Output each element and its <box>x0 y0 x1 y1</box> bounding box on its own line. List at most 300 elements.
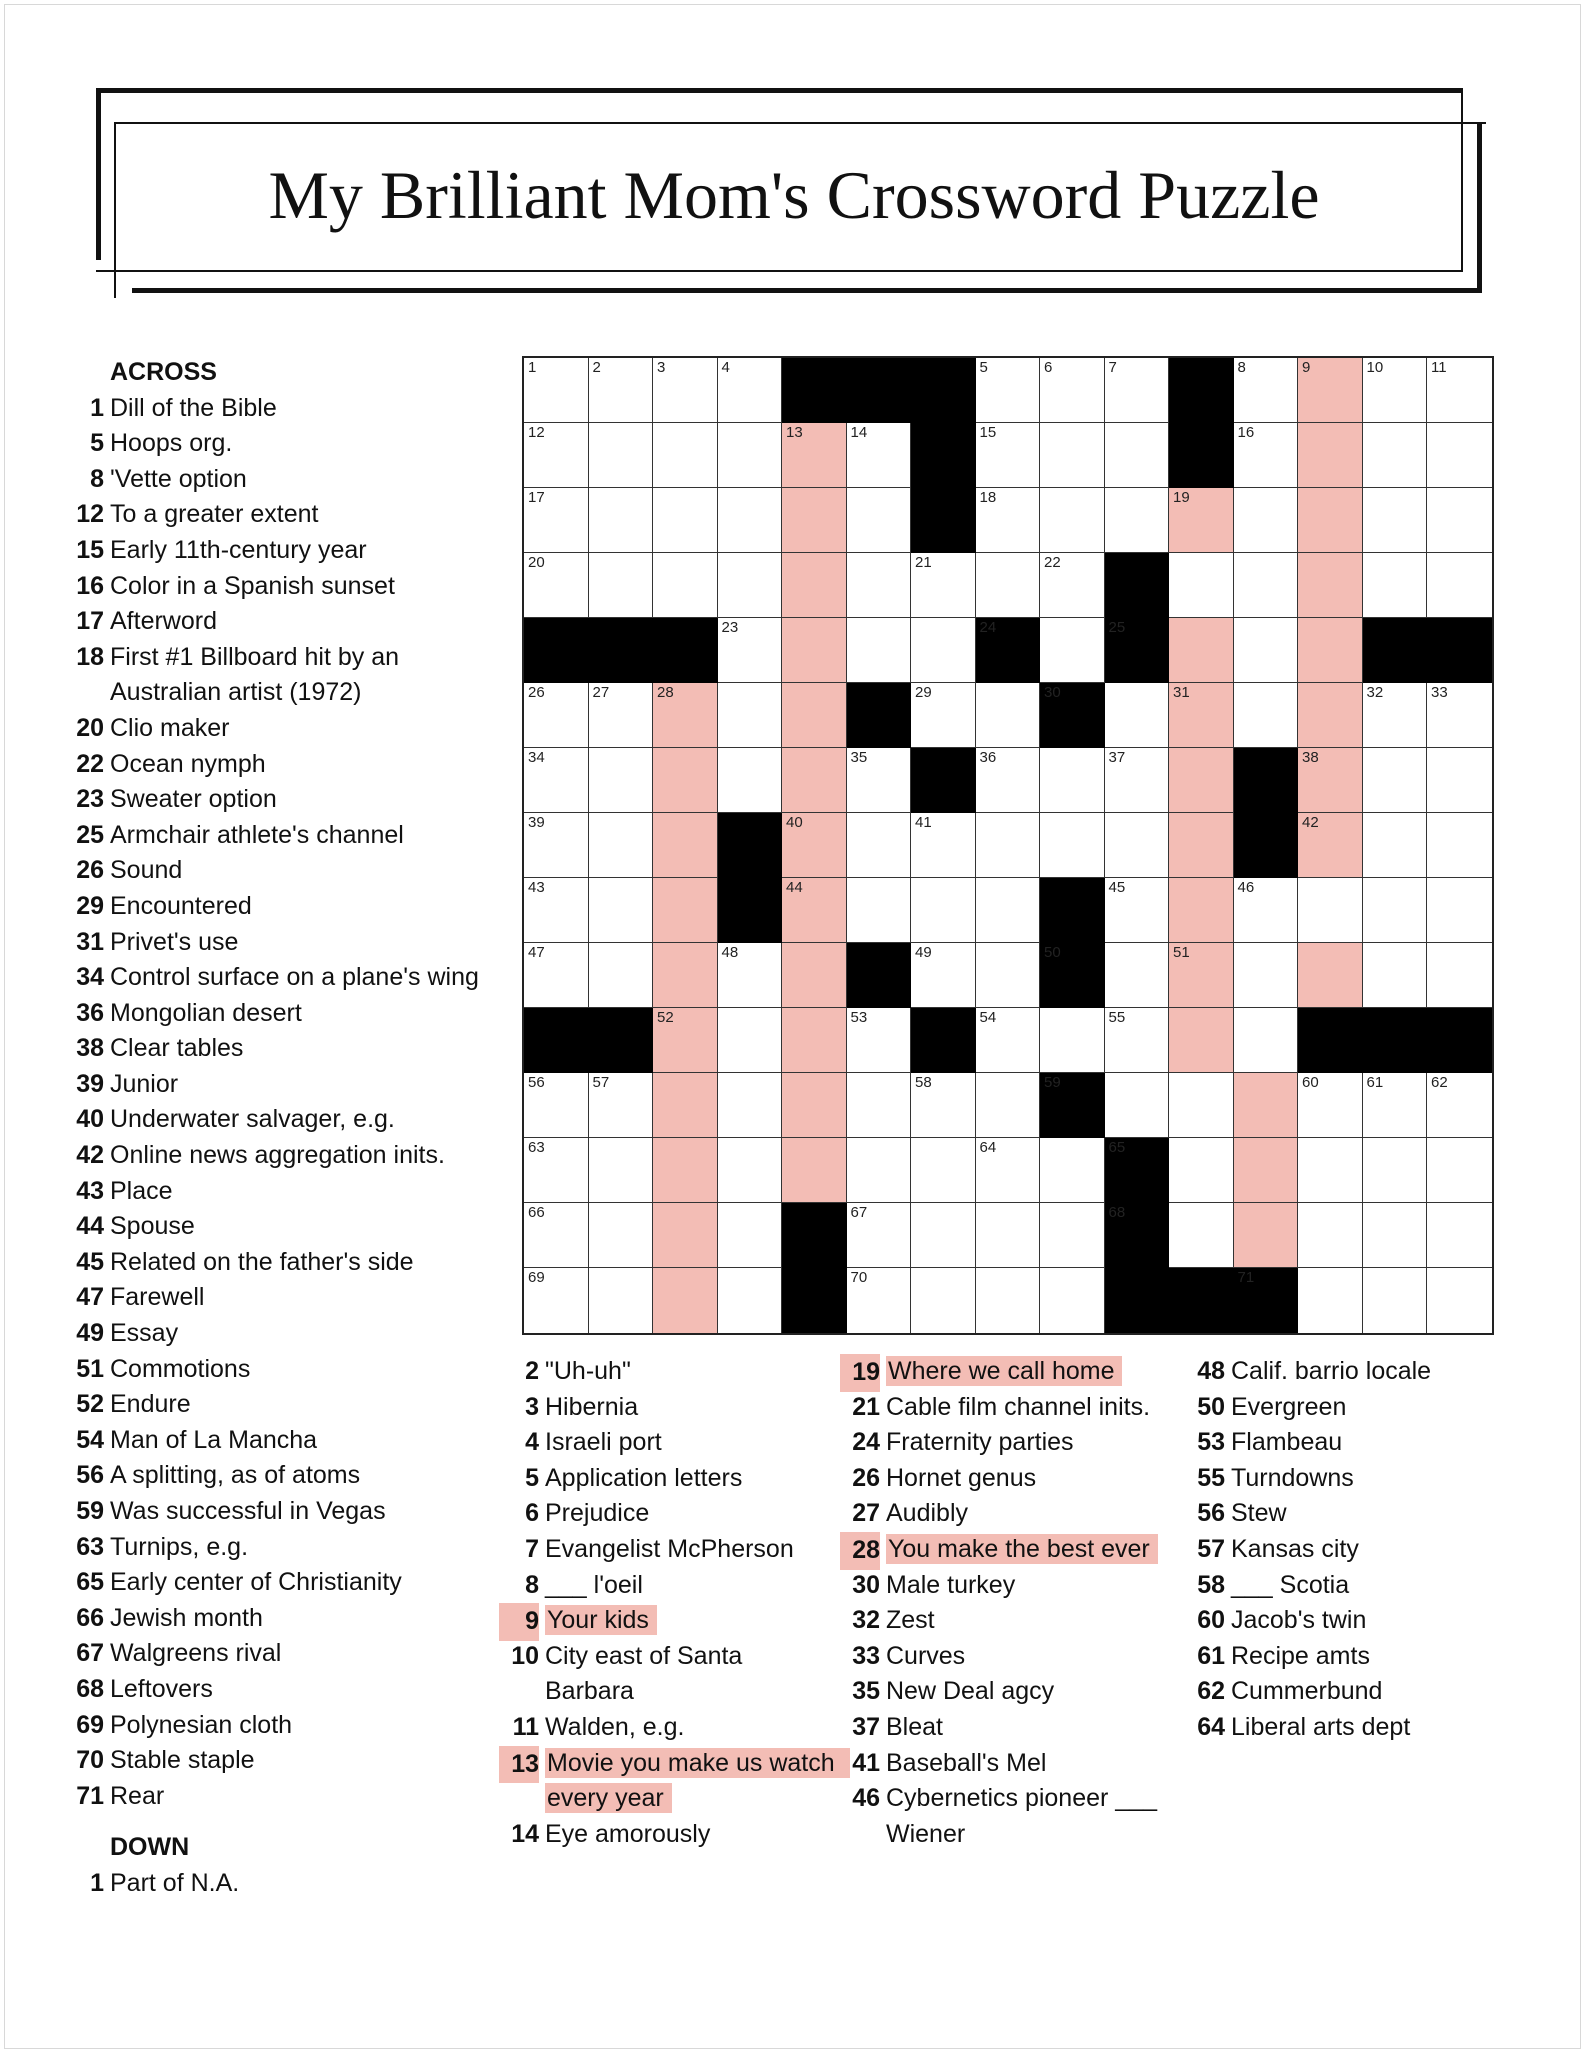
clue-number: 37 <box>852 1712 880 1741</box>
across-clue-49[interactable] <box>70 1316 490 1352</box>
grid-cell[interactable] <box>1427 878 1492 943</box>
down-clue-10[interactable] <box>505 1639 835 1710</box>
across-clue-44[interactable] <box>70 1209 490 1245</box>
grid-cell[interactable] <box>976 488 1041 553</box>
grid-cell[interactable] <box>911 618 976 683</box>
down-clue-9[interactable] <box>505 1603 835 1639</box>
down-clue-26[interactable] <box>846 1461 1176 1497</box>
grid-cell[interactable] <box>718 1073 783 1138</box>
grid-cell-number: 4 <box>721 359 730 376</box>
grid-black-square <box>1234 813 1299 878</box>
grid-cell-highlighted[interactable] <box>653 943 718 1008</box>
grid-cell[interactable] <box>1427 488 1492 553</box>
grid-cell[interactable] <box>1040 748 1105 813</box>
clue-number: 68 <box>76 1674 104 1703</box>
grid-cell[interactable] <box>1105 683 1170 748</box>
grid-cell-highlighted[interactable] <box>1298 748 1363 813</box>
grid-cell[interactable] <box>1234 358 1299 423</box>
down-clue-8[interactable] <box>505 1568 835 1604</box>
grid-cell[interactable] <box>718 488 783 553</box>
grid-cell-number: 19 <box>1173 489 1190 506</box>
grid-cell[interactable] <box>847 1268 912 1333</box>
grid-cell[interactable] <box>524 488 589 553</box>
grid-cell-highlighted[interactable] <box>1169 813 1234 878</box>
grid-cell[interactable] <box>1427 1268 1492 1333</box>
grid-cell[interactable] <box>847 488 912 553</box>
across-clue-16[interactable] <box>70 569 490 605</box>
grid-cell[interactable] <box>1040 618 1105 683</box>
grid-cell[interactable] <box>1040 358 1105 423</box>
grid-cell[interactable] <box>1105 358 1170 423</box>
grid-cell[interactable] <box>976 1138 1041 1203</box>
grid-cell[interactable] <box>589 683 654 748</box>
grid-cell[interactable] <box>1169 1203 1234 1268</box>
grid-cell[interactable] <box>976 358 1041 423</box>
down-clue-58[interactable] <box>1191 1568 1561 1604</box>
grid-cell[interactable] <box>1040 1008 1105 1073</box>
grid-cell[interactable] <box>1234 878 1299 943</box>
grid-cell-number: 58 <box>915 1074 932 1091</box>
grid-cell[interactable] <box>653 488 718 553</box>
down-clue-32[interactable] <box>846 1603 1176 1639</box>
grid-cell-highlighted[interactable] <box>653 1073 718 1138</box>
grid-cell[interactable] <box>718 1268 783 1333</box>
grid-cell[interactable] <box>1363 1073 1428 1138</box>
grid-cell[interactable] <box>976 878 1041 943</box>
grid-cell[interactable] <box>976 943 1041 1008</box>
clue-number: 29 <box>76 891 104 920</box>
grid-cell[interactable] <box>589 553 654 618</box>
grid-black-square <box>1169 423 1234 488</box>
grid-cell-highlighted[interactable] <box>653 1203 718 1268</box>
grid-cell[interactable] <box>1169 1138 1234 1203</box>
grid-cell[interactable] <box>847 618 912 683</box>
grid-cell[interactable] <box>589 423 654 488</box>
across-clue-54[interactable] <box>70 1423 490 1459</box>
down-clue-27[interactable] <box>846 1496 1176 1532</box>
grid-cell[interactable] <box>524 683 589 748</box>
grid-black-square <box>847 358 912 423</box>
grid-cell[interactable] <box>718 553 783 618</box>
across-clue-26[interactable] <box>70 853 490 889</box>
grid-cell-highlighted[interactable] <box>1298 813 1363 878</box>
grid-cell-highlighted[interactable] <box>1234 1138 1299 1203</box>
across-clue-45[interactable] <box>70 1245 490 1281</box>
clue-text: Evergreen <box>1231 1392 1347 1421</box>
grid-cell[interactable] <box>653 553 718 618</box>
across-clue-25[interactable] <box>70 818 490 854</box>
grid-cell[interactable] <box>1040 423 1105 488</box>
grid-cell[interactable] <box>1427 683 1492 748</box>
grid-cell[interactable] <box>1427 943 1492 1008</box>
down-clue-46[interactable] <box>846 1781 1176 1852</box>
grid-cell[interactable] <box>1234 943 1299 1008</box>
grid-cell-highlighted[interactable] <box>1298 423 1363 488</box>
down-clue-60[interactable] <box>1191 1603 1561 1639</box>
grid-cell[interactable] <box>847 553 912 618</box>
grid-cell[interactable] <box>589 1203 654 1268</box>
grid-cell[interactable] <box>1298 1268 1363 1333</box>
clue-text: Sound <box>110 856 183 885</box>
grid-cell-highlighted[interactable] <box>653 1008 718 1073</box>
clue-number: 33 <box>852 1641 880 1670</box>
across-clue-59[interactable] <box>70 1494 490 1530</box>
grid-cell-highlighted[interactable] <box>653 878 718 943</box>
grid-cell[interactable] <box>847 1073 912 1138</box>
grid-cell[interactable] <box>976 1008 1041 1073</box>
grid-cell[interactable] <box>1234 423 1299 488</box>
grid-cell[interactable] <box>911 813 976 878</box>
grid-cell[interactable] <box>1298 1138 1363 1203</box>
across-clue-36[interactable] <box>70 996 490 1032</box>
grid-cell-number: 51 <box>1173 944 1190 961</box>
grid-cell-highlighted[interactable] <box>782 1073 847 1138</box>
grid-cell-highlighted[interactable] <box>782 488 847 553</box>
grid-cell-highlighted[interactable] <box>782 813 847 878</box>
grid-cell[interactable] <box>1363 1138 1428 1203</box>
grid-cell[interactable] <box>1427 748 1492 813</box>
clue-number: 70 <box>76 1746 104 1775</box>
across-clue-1[interactable] <box>70 391 490 427</box>
grid-cell[interactable] <box>847 813 912 878</box>
grid-cell[interactable] <box>911 1073 976 1138</box>
grid-cell[interactable] <box>847 878 912 943</box>
grid-cell[interactable] <box>524 423 589 488</box>
clue-text: Hornet genus <box>886 1463 1037 1492</box>
across-clue-52[interactable] <box>70 1387 490 1423</box>
grid-cell-number: 25 <box>1108 619 1126 636</box>
grid-cell-highlighted[interactable] <box>1234 1203 1299 1268</box>
grid-cell-highlighted[interactable] <box>782 423 847 488</box>
grid-cell-highlighted[interactable] <box>1169 683 1234 748</box>
grid-cell[interactable] <box>718 748 783 813</box>
grid-cell[interactable] <box>524 553 589 618</box>
grid-cell-number: 33 <box>1431 684 1448 701</box>
clue-number: 63 <box>76 1532 104 1561</box>
grid-cell-highlighted[interactable] <box>782 683 847 748</box>
grid-cell[interactable] <box>976 748 1041 813</box>
grid-cell[interactable] <box>524 813 589 878</box>
across-clue-31[interactable] <box>70 925 490 961</box>
grid-cell[interactable] <box>718 618 783 683</box>
grid-cell[interactable] <box>524 1268 589 1333</box>
grid-black-square <box>911 358 976 423</box>
clue-text: Walden, e.g. <box>545 1712 685 1741</box>
grid-cell[interactable] <box>524 1138 589 1203</box>
across-clue-71[interactable] <box>70 1779 490 1815</box>
grid-cell[interactable] <box>589 878 654 943</box>
grid-cell[interactable] <box>718 1203 783 1268</box>
grid-cell-number: 52 <box>657 1009 674 1026</box>
grid-cell-highlighted[interactable] <box>1169 488 1234 553</box>
grid-cell[interactable] <box>524 358 589 423</box>
down-clue-30[interactable] <box>846 1568 1176 1604</box>
grid-cell-number: 48 <box>721 944 739 961</box>
grid-cell[interactable] <box>911 553 976 618</box>
across-clue-70[interactable] <box>70 1743 490 1779</box>
down-clue-53[interactable] <box>1191 1425 1561 1461</box>
grid-cell[interactable] <box>847 423 912 488</box>
grid-cell[interactable] <box>1427 1203 1492 1268</box>
grid-cell[interactable] <box>1105 813 1170 878</box>
across-clue-43[interactable] <box>70 1174 490 1210</box>
down-clue-24[interactable] <box>846 1425 1176 1461</box>
across-clue-22[interactable] <box>70 747 490 783</box>
down-clue-3[interactable] <box>505 1390 835 1426</box>
grid-cell[interactable] <box>1234 1008 1299 1073</box>
across-clue-20[interactable] <box>70 711 490 747</box>
grid-cell[interactable] <box>1040 1203 1105 1268</box>
across-clue-56[interactable] <box>70 1458 490 1494</box>
grid-cell[interactable] <box>718 1008 783 1073</box>
grid-cell[interactable] <box>1427 358 1492 423</box>
grid-cell[interactable] <box>524 748 589 813</box>
grid-cell-number: 44 <box>786 879 803 896</box>
grid-cell-highlighted[interactable] <box>1298 488 1363 553</box>
across-clue-23[interactable] <box>70 782 490 818</box>
across-clue-8[interactable] <box>70 462 490 498</box>
grid-cell-highlighted[interactable] <box>782 1138 847 1203</box>
down-clue-11[interactable] <box>505 1710 835 1746</box>
across-clue-18[interactable] <box>70 640 490 711</box>
across-clue-17[interactable] <box>70 604 490 640</box>
clue-text: To a greater extent <box>110 500 319 529</box>
grid-cell[interactable] <box>1234 553 1299 618</box>
clue-number: 48 <box>1197 1357 1225 1385</box>
grid-cell[interactable] <box>976 1268 1041 1333</box>
grid-cell[interactable] <box>1105 878 1170 943</box>
grid-cell[interactable] <box>1040 1268 1105 1333</box>
grid-cell-number: 60 <box>1302 1074 1319 1091</box>
grid-cell[interactable] <box>1105 1008 1170 1073</box>
grid-cell[interactable] <box>911 1138 976 1203</box>
clue-text: Curves <box>886 1641 966 1670</box>
grid-cell[interactable] <box>976 423 1041 488</box>
grid-cell[interactable] <box>589 943 654 1008</box>
grid-cell-highlighted[interactable] <box>1169 618 1234 683</box>
down-clue-4[interactable] <box>505 1425 835 1461</box>
grid-cell[interactable] <box>1105 488 1170 553</box>
grid-cell[interactable] <box>1105 423 1170 488</box>
grid-cell[interactable] <box>718 943 783 1008</box>
grid-cell[interactable] <box>524 1073 589 1138</box>
down-clue-62[interactable] <box>1191 1674 1561 1710</box>
grid-cell[interactable] <box>1298 1073 1363 1138</box>
grid-cell[interactable] <box>911 943 976 1008</box>
grid-cell[interactable] <box>1169 553 1234 618</box>
grid-cell-highlighted[interactable] <box>653 683 718 748</box>
grid-cell[interactable] <box>524 878 589 943</box>
grid-cell[interactable] <box>1040 1138 1105 1203</box>
grid-cell-highlighted[interactable] <box>1234 1073 1299 1138</box>
grid-cell[interactable] <box>1427 813 1492 878</box>
grid-cell[interactable] <box>1040 553 1105 618</box>
grid-cell-highlighted[interactable] <box>782 943 847 1008</box>
grid-cell-highlighted[interactable] <box>1298 943 1363 1008</box>
across-clue-42[interactable] <box>70 1138 490 1174</box>
clue-text: Eye amorously <box>545 1819 711 1848</box>
grid-cell[interactable] <box>1169 1073 1234 1138</box>
grid-cell-highlighted[interactable] <box>1298 683 1363 748</box>
down-clue-33[interactable] <box>846 1639 1176 1675</box>
grid-cell-highlighted[interactable] <box>653 1138 718 1203</box>
grid-cell-highlighted[interactable] <box>782 878 847 943</box>
down-clue-21[interactable] <box>846 1390 1176 1426</box>
down-clue-48[interactable] <box>1191 1354 1561 1390</box>
down-clue-5[interactable] <box>505 1461 835 1497</box>
grid-cell[interactable] <box>653 358 718 423</box>
grid-cell[interactable] <box>1427 1138 1492 1203</box>
down-clue-column-2 <box>846 1354 1181 1852</box>
grid-cell[interactable] <box>1363 553 1428 618</box>
grid-cell[interactable] <box>1298 878 1363 943</box>
grid-cell-highlighted[interactable] <box>1169 943 1234 1008</box>
crossword-grid <box>522 356 1494 1335</box>
grid-cell[interactable] <box>589 358 654 423</box>
grid-cell[interactable] <box>911 878 976 943</box>
grid-cell[interactable] <box>976 1073 1041 1138</box>
grid-cell[interactable] <box>1363 1203 1428 1268</box>
grid-cell-highlighted[interactable] <box>1169 878 1234 943</box>
clue-text: Recipe amts <box>1231 1641 1370 1670</box>
across-clue-63[interactable] <box>70 1530 490 1566</box>
across-clue-65[interactable] <box>70 1565 490 1601</box>
grid-cell[interactable] <box>847 1203 912 1268</box>
grid-cell[interactable] <box>1363 488 1428 553</box>
down-clue-7[interactable] <box>505 1532 835 1568</box>
across-clue-38[interactable] <box>70 1031 490 1067</box>
grid-cell[interactable] <box>589 1073 654 1138</box>
clue-text: Bleat <box>886 1712 943 1741</box>
grid-cell[interactable] <box>911 1268 976 1333</box>
grid-cell-number: 35 <box>850 749 868 766</box>
clue-text: Fraternity parties <box>886 1428 1074 1457</box>
across-clue-12[interactable] <box>70 497 490 533</box>
grid-cell[interactable] <box>589 488 654 553</box>
down-clue-41[interactable] <box>846 1746 1176 1782</box>
grid-cell-highlighted[interactable] <box>653 1268 718 1333</box>
grid-cell[interactable] <box>1234 618 1299 683</box>
across-clue-40[interactable] <box>70 1102 490 1138</box>
down-clue-56[interactable] <box>1191 1496 1561 1532</box>
grid-cell[interactable] <box>1363 943 1428 1008</box>
down-clue-6[interactable] <box>505 1496 835 1532</box>
grid-cell[interactable] <box>976 813 1041 878</box>
grid-cell[interactable] <box>1040 813 1105 878</box>
down-clue-37[interactable] <box>846 1710 1176 1746</box>
grid-cell[interactable] <box>847 1008 912 1073</box>
grid-cell[interactable] <box>1363 1268 1428 1333</box>
clue-number: 49 <box>76 1319 104 1348</box>
grid-cell[interactable] <box>524 943 589 1008</box>
grid-cell-highlighted[interactable] <box>782 1008 847 1073</box>
down-clue-64[interactable] <box>1191 1710 1561 1746</box>
grid-cell[interactable] <box>589 748 654 813</box>
grid-cell[interactable] <box>1427 553 1492 618</box>
across-clue-47[interactable] <box>70 1280 490 1316</box>
grid-cell-highlighted[interactable] <box>782 618 847 683</box>
grid-cell[interactable] <box>1298 1203 1363 1268</box>
down-clue-19[interactable] <box>846 1354 1176 1390</box>
grid-cell[interactable] <box>1363 878 1428 943</box>
down-clue-13[interactable] <box>505 1746 842 1817</box>
grid-cell[interactable] <box>976 1203 1041 1268</box>
grid-cell[interactable] <box>1105 748 1170 813</box>
grid-cell[interactable] <box>1234 488 1299 553</box>
down-clue-14[interactable] <box>505 1817 835 1853</box>
down-clue-2[interactable] <box>505 1354 835 1390</box>
down-clue-35[interactable] <box>846 1674 1176 1710</box>
grid-cell[interactable] <box>1363 813 1428 878</box>
across-clue-51[interactable] <box>70 1352 490 1388</box>
grid-cell[interactable] <box>1363 358 1428 423</box>
down-clue-55[interactable] <box>1191 1461 1561 1497</box>
grid-cell[interactable] <box>1105 1073 1170 1138</box>
grid-cell[interactable] <box>1427 423 1492 488</box>
grid-cell[interactable] <box>976 683 1041 748</box>
down-clue-1[interactable] <box>70 1866 490 1902</box>
grid-cell-highlighted[interactable] <box>1298 358 1363 423</box>
grid-cell[interactable] <box>589 813 654 878</box>
down-clue-50[interactable] <box>1191 1390 1561 1426</box>
grid-cell[interactable] <box>1427 1073 1492 1138</box>
grid-cell[interactable] <box>911 683 976 748</box>
grid-cell[interactable] <box>1363 748 1428 813</box>
grid-cell-highlighted[interactable] <box>1298 553 1363 618</box>
grid-cell-number: 70 <box>850 1269 868 1286</box>
grid-cell-highlighted[interactable] <box>1298 618 1363 683</box>
across-clue-5[interactable] <box>70 426 490 462</box>
grid-cell[interactable] <box>589 1268 654 1333</box>
across-clue-67[interactable] <box>70 1636 490 1672</box>
grid-cell[interactable] <box>718 683 783 748</box>
grid-cell-highlighted[interactable] <box>782 553 847 618</box>
grid-cell[interactable] <box>847 748 912 813</box>
across-clue-34[interactable] <box>70 960 490 996</box>
grid-cell[interactable] <box>976 553 1041 618</box>
clue-text: Armchair athlete's channel <box>110 820 404 849</box>
grid-cell[interactable] <box>718 1138 783 1203</box>
grid-cell[interactable] <box>847 1138 912 1203</box>
down-clue-61[interactable] <box>1191 1639 1561 1675</box>
grid-cell[interactable] <box>1105 943 1170 1008</box>
grid-cell-highlighted[interactable] <box>653 813 718 878</box>
grid-cell[interactable] <box>718 423 783 488</box>
across-clue-15[interactable] <box>70 533 490 569</box>
across-clue-39[interactable] <box>70 1067 490 1103</box>
across-clue-68[interactable] <box>70 1672 490 1708</box>
grid-cell[interactable] <box>1040 488 1105 553</box>
grid-cell[interactable] <box>1363 683 1428 748</box>
across-clue-29[interactable] <box>70 889 490 925</box>
grid-cell[interactable] <box>1234 683 1299 748</box>
grid-cell-highlighted[interactable] <box>653 748 718 813</box>
grid-cell[interactable] <box>524 1203 589 1268</box>
down-clue-57[interactable] <box>1191 1532 1561 1568</box>
grid-cell[interactable] <box>1363 423 1428 488</box>
grid-cell[interactable] <box>911 1203 976 1268</box>
down-clue-28[interactable] <box>846 1532 1176 1568</box>
grid-cell-number: 34 <box>528 749 545 766</box>
across-clue-69[interactable] <box>70 1708 490 1744</box>
grid-cell[interactable] <box>589 1138 654 1203</box>
across-clue-66[interactable] <box>70 1601 490 1637</box>
grid-cell[interactable] <box>653 423 718 488</box>
grid-cell-highlighted[interactable] <box>1169 1008 1234 1073</box>
grid-cell-highlighted[interactable] <box>782 748 847 813</box>
grid-cell[interactable] <box>718 358 783 423</box>
grid-cell-highlighted[interactable] <box>1169 748 1234 813</box>
